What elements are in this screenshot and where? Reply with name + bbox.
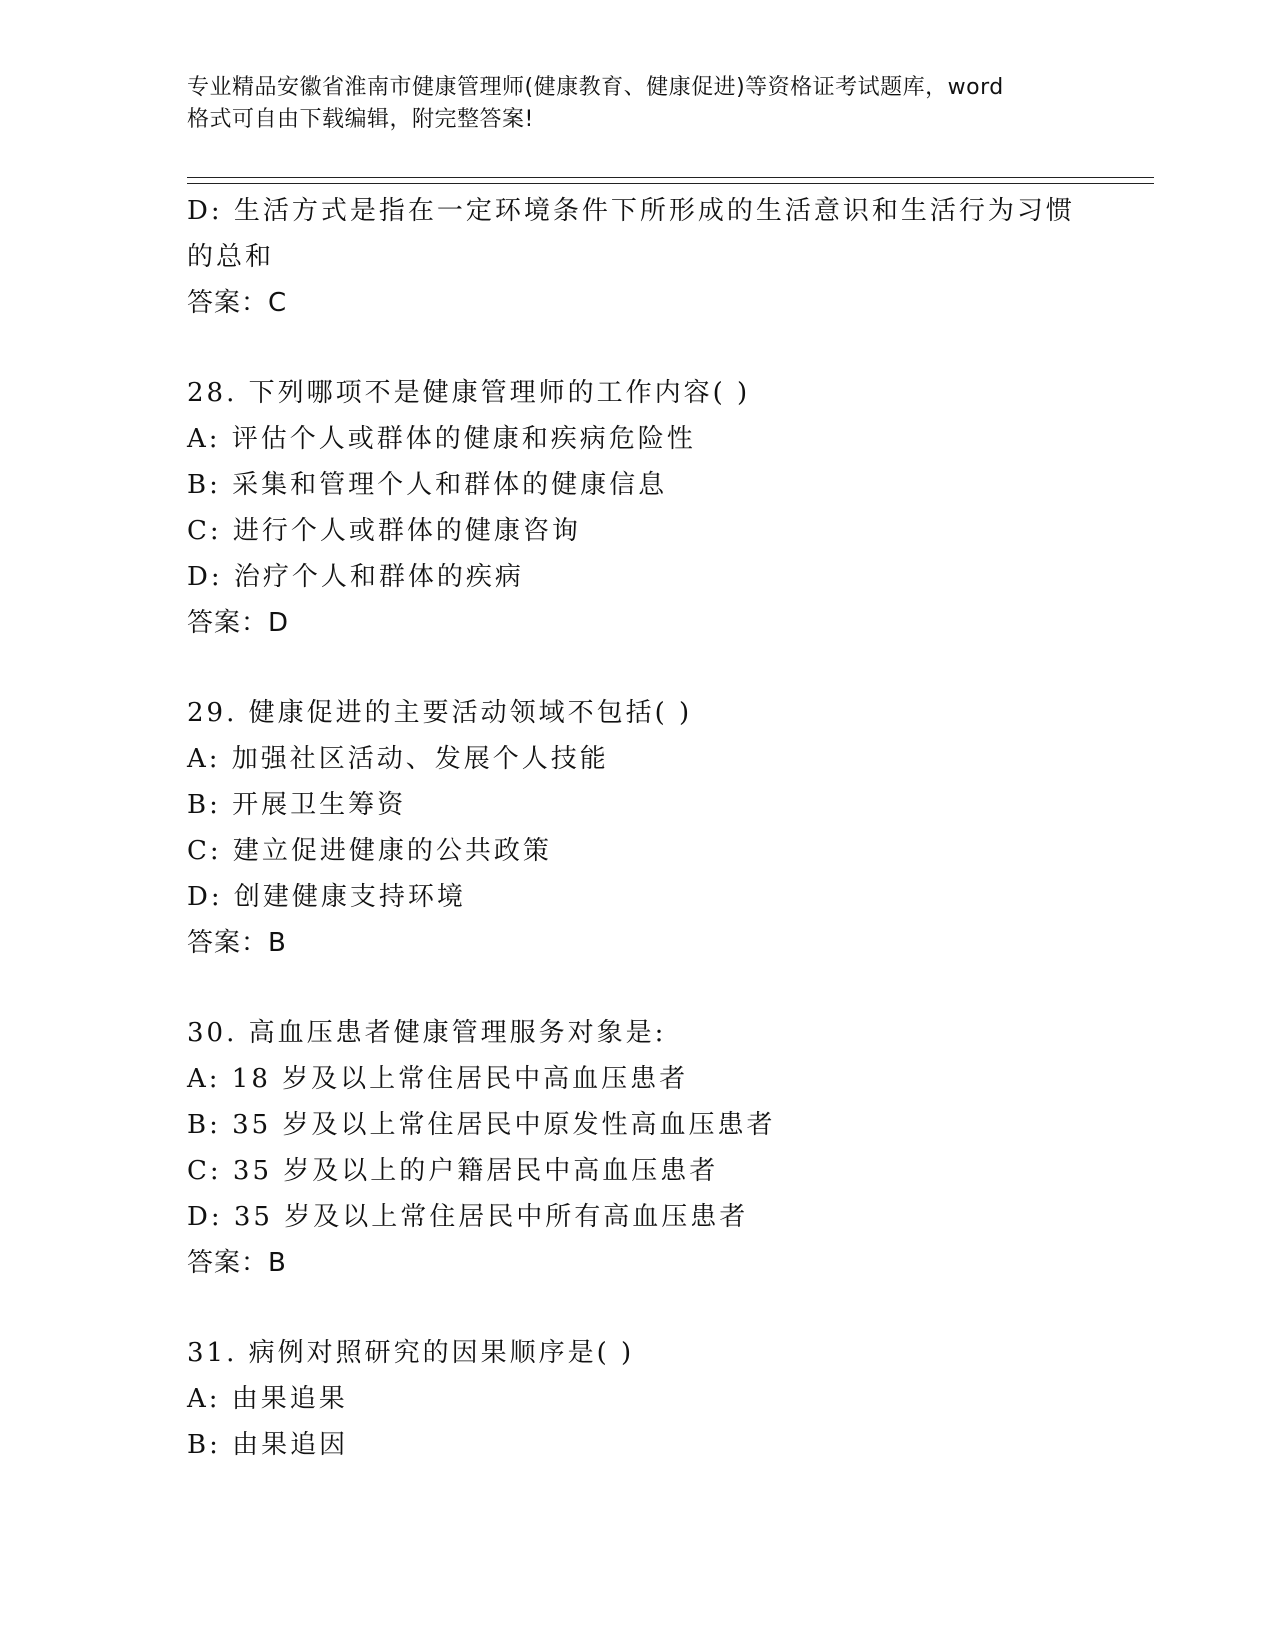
- option-a: A: 由果追果: [187, 1384, 348, 1414]
- option-b: B: 35 岁及以上常住居民中原发性高血压患者: [187, 1110, 776, 1140]
- option-b: B: 开展卫生筹资: [187, 790, 407, 820]
- question-stem: 30. 高血压患者健康管理服务对象是:: [187, 1018, 667, 1048]
- option-c: C: 35 岁及以上的户籍居民中高血压患者: [187, 1156, 719, 1186]
- option-d: D: 创建健康支持环境: [187, 882, 466, 912]
- question-body: [187, 188, 1087, 1468]
- option-c: C: 建立促进健康的公共政策: [187, 836, 552, 866]
- header-line-1: 专业精品安徽省淮南市健康管理师(健康教育、健康促进)等资格证考试题库，word: [187, 75, 1004, 100]
- option-d-continued: 的总和: [187, 242, 275, 272]
- header-line-2: 格式可自由下载编辑，附完整答案!: [187, 107, 534, 132]
- header-divider-top: [187, 177, 1154, 178]
- option-a: A: 18 岁及以上常住居民中高血压患者: [187, 1064, 689, 1094]
- option-d: D: 生活方式是指在一定环境条件下所形成的生活意识和生活行为习惯: [187, 196, 1075, 226]
- question-stem: 31. 病例对照研究的因果顺序是( ): [187, 1338, 635, 1368]
- option-c: C: 进行个人或群体的健康咨询: [187, 516, 581, 546]
- option-b: B: 采集和管理个人和群体的健康信息: [187, 470, 668, 500]
- question-29: [187, 690, 1087, 966]
- answer-line: 答案：C: [187, 288, 288, 318]
- option-b: B: 由果追因: [187, 1430, 349, 1460]
- question-30: [187, 1010, 1087, 1286]
- question-stem: 29. 健康促进的主要活动领域不包括( ): [187, 698, 693, 728]
- option-a: A: 加强社区活动、发展个人技能: [187, 744, 609, 774]
- document-header: [187, 72, 1087, 136]
- question-28: [187, 370, 1087, 646]
- question-31: [187, 1330, 1087, 1468]
- continued-question: [187, 188, 1087, 326]
- option-d: D: 35 岁及以上常住居民中所有高血压患者: [187, 1202, 749, 1232]
- question-stem: 28. 下列哪项不是健康管理师的工作内容( ): [187, 378, 751, 408]
- answer-line: 答案：D: [187, 608, 290, 638]
- answer-line: 答案：B: [187, 1248, 287, 1278]
- option-a: A: 评估个人或群体的健康和疾病危险性: [187, 424, 696, 454]
- header-divider-bottom: [187, 183, 1154, 184]
- option-d: D: 治疗个人和群体的疾病: [187, 562, 524, 592]
- answer-line: 答案：B: [187, 928, 287, 958]
